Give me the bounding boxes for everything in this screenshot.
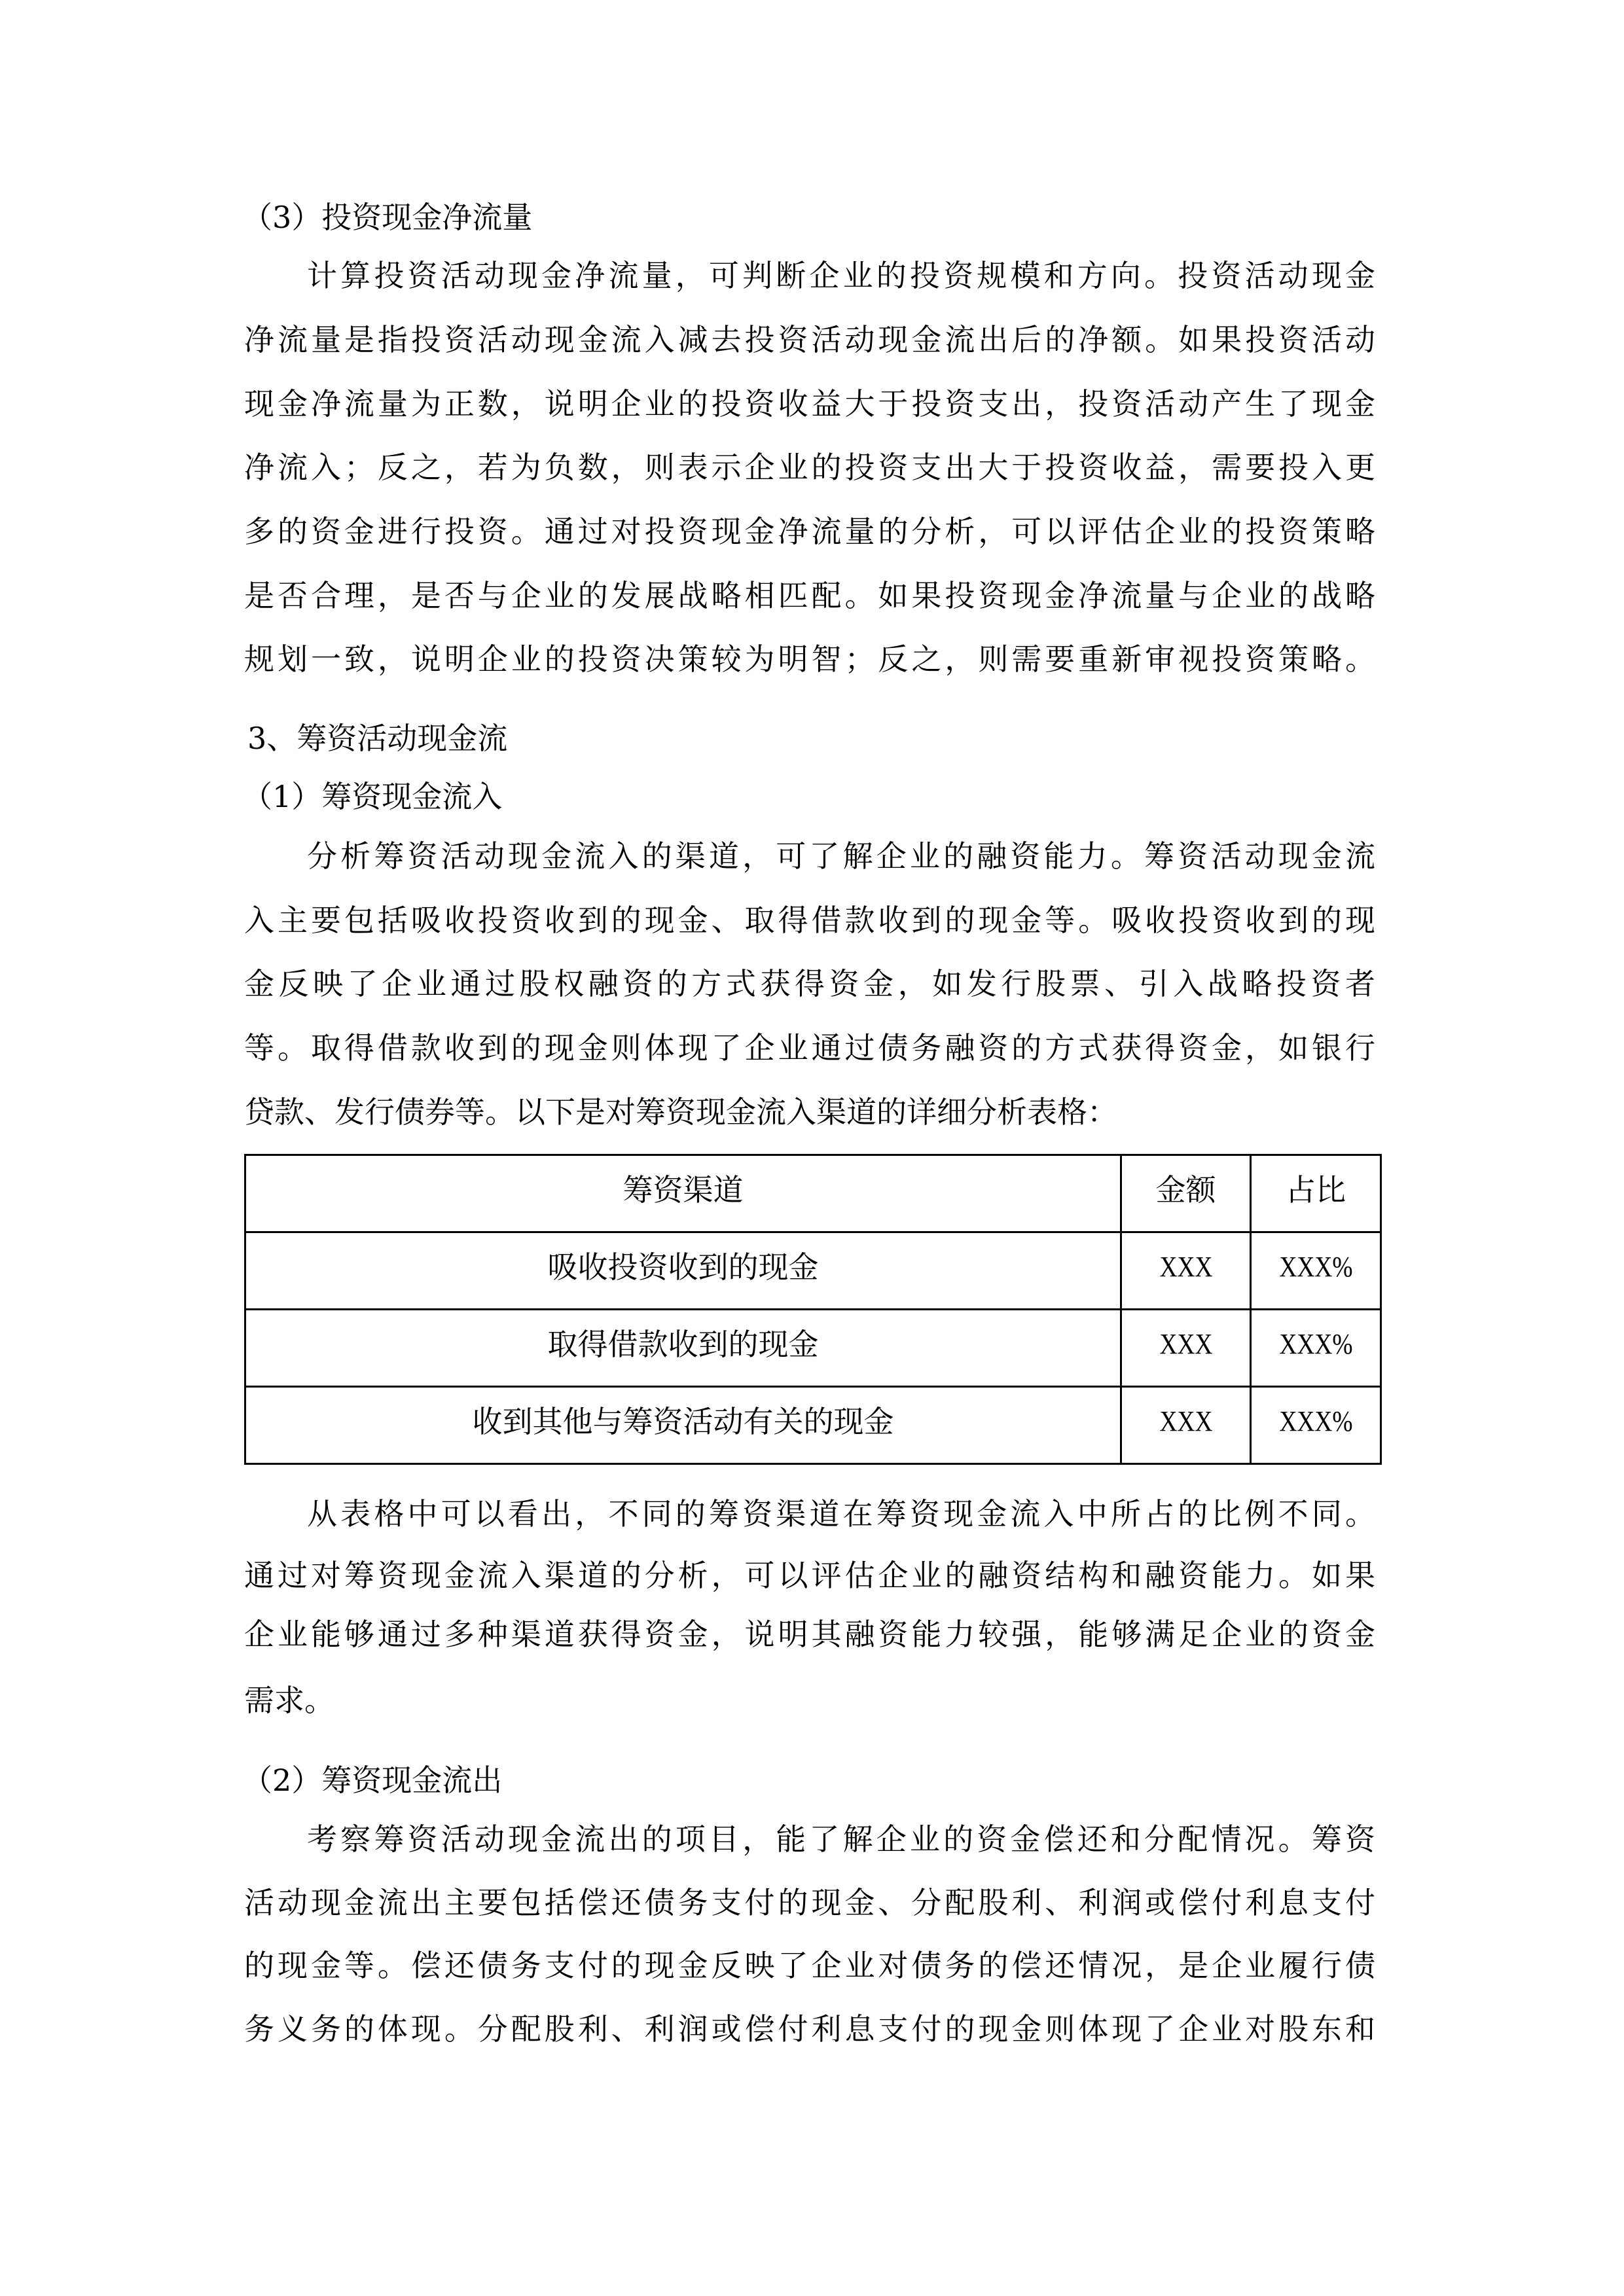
column-header-channel: 筹资渠道 (245, 1155, 1121, 1232)
paragraph-line: 考察筹资活动现金流出的项目，能了解企业的资金偿还和分配情况。筹资 (307, 1821, 1375, 1857)
paragraph-line: 分析筹资活动现金流入的渠道，可了解企业的融资能力。筹资活动现金流 (307, 838, 1375, 874)
paragraph-line: 多的资金进行投资。通过对投资现金净流量的分析，可以评估企业的投资策略 (244, 514, 1375, 549)
paragraph-line: 通过对筹资现金流入渠道的分析，可以评估企业的融资结构和融资能力。如果 (244, 1558, 1375, 1593)
paragraph-line: 计算投资活动现金净流量，可判断企业的投资规模和方向。投资活动现金 (307, 258, 1375, 293)
paragraph-line: 企业能够通过多种渠道获得资金，说明其融资能力较强，能够满足企业的资金 (244, 1617, 1375, 1652)
paragraph-line: 活动现金流出主要包括偿还债务支付的现金、分配股利、利润或偿付利息支付 (244, 1885, 1375, 1920)
paragraph-line: 的现金等。偿还债务支付的现金反映了企业对债务的偿还情况，是企业履行债 (244, 1948, 1375, 1983)
paragraph-line: 规划一致，说明企业的投资决策较为明智；反之，则需要重新审视投资策略。 (244, 641, 1375, 677)
cell-amount: XXX (1130, 1387, 1240, 1464)
column-header-share: 占比 (1251, 1155, 1381, 1232)
cell-amount: XXX (1130, 1232, 1240, 1310)
paragraph-line: 从表格中可以看出，不同的筹资渠道在筹资现金流入中所占的比例不同。 (307, 1496, 1375, 1532)
financing-channels-table (244, 1154, 1382, 1465)
cell-channel: 吸收投资收到的现金 (245, 1232, 1121, 1310)
paragraph-line: 入主要包括吸收投资收到的现金、取得借款收到的现金等。吸收投资收到的现 (244, 903, 1375, 938)
paragraph-line: 贷款、发行债券等。以下是对筹资现金流入渠道的详细分析表格： (244, 1094, 1117, 1130)
cell-channel: 收到其他与筹资活动有关的现金 (245, 1387, 1121, 1464)
paragraph-line: 净流量是指投资活动现金流入减去投资活动现金流出后的净额。如果投资活动 (244, 322, 1375, 357)
cell-share: XXX% (1260, 1387, 1371, 1464)
section-heading-financing-cashflow: 3、筹资活动现金流 (247, 721, 508, 756)
cell-share: XXX% (1260, 1232, 1371, 1310)
cell-share: XXX% (1260, 1310, 1371, 1387)
subsection-heading-financing-inflow: （1）筹资现金流入 (242, 779, 503, 814)
table-header-row (245, 1155, 1381, 1232)
cell-amount: XXX (1130, 1310, 1240, 1387)
section-heading-investing-net-cashflow: （3）投资现金净流量 (242, 200, 533, 235)
paragraph-line: 需求。 (244, 1683, 334, 1718)
table-row (245, 1232, 1381, 1310)
paragraph-line: 现金净流量为正数，说明企业的投资收益大于投资支出，投资活动产生了现金 (244, 386, 1375, 422)
paragraph-line: 等。取得借款收到的现金则体现了企业通过债务融资的方式获得资金，如银行 (244, 1030, 1375, 1066)
paragraph-line: 净流入；反之，若为负数，则表示企业的投资支出大于投资收益，需要投入更 (244, 450, 1375, 485)
cell-channel: 取得借款收到的现金 (245, 1310, 1121, 1387)
table-row (245, 1387, 1381, 1464)
paragraph-line: 是否合理，是否与企业的发展战略相匹配。如果投资现金净流量与企业的战略 (244, 578, 1375, 613)
paragraph-line: 务义务的体现。分配股利、利润或偿付利息支付的现金则体现了企业对股东和 (244, 2011, 1375, 2047)
subsection-heading-financing-outflow: （2）筹资现金流出 (242, 1763, 503, 1798)
column-header-amount: 金额 (1121, 1155, 1251, 1232)
paragraph-line: 金反映了企业通过股权融资的方式获得资金，如发行股票、引入战略投资者 (244, 966, 1375, 1001)
table-row (245, 1310, 1381, 1387)
